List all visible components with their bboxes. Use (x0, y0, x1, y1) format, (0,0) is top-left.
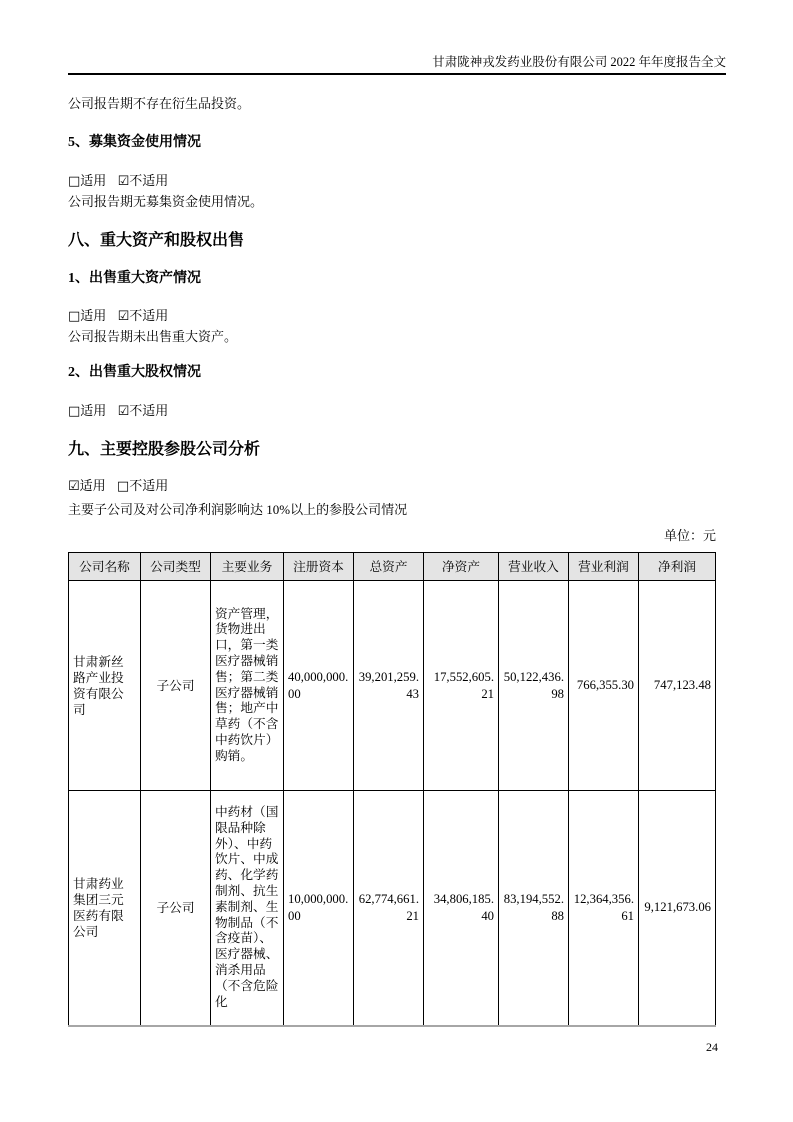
cell-net-assets: 34,806,185.40 (424, 791, 499, 1026)
table-row (69, 581, 716, 791)
col-header-registered-capital: 注册资本 (284, 553, 354, 581)
sec5-note: 公司报告期无募集资金使用情况。 (68, 194, 264, 209)
cell-revenue: 83,194,552.88 (499, 791, 569, 1026)
doc-header-title: 甘肃陇神戎发药业股份有限公司 2022 年年度报告全文 (432, 55, 726, 69)
col-header-operating-profit: 营业利润 (569, 553, 639, 581)
checkbox-label: 不适用 (129, 308, 169, 323)
cell-total-assets: 62,774,661.21 (354, 791, 424, 1026)
cell-main-business: 资产管理，货物进出口，第一类医疗器械销售；第二类医疗器械销售；地产中草药（不含中药饮片）购销。 (211, 581, 284, 791)
col-header-net-assets: 净资产 (424, 553, 499, 581)
cell-revenue: 50,122,436.98 (499, 581, 569, 791)
checkbox-label: 适用 (79, 478, 106, 493)
cell-company-name: 甘肃新丝路产业投资有限公司 (69, 581, 141, 791)
cell-operating-profit: 766,355.30 (569, 581, 639, 791)
cell-registered-capital: 10,000,000.00 (284, 791, 354, 1026)
col-header-total-assets: 总资产 (354, 553, 424, 581)
derivatives-note: 公司报告期不存在衍生品投资。 (68, 96, 251, 111)
sec8-1-note: 公司报告期未出售重大资产。 (68, 329, 238, 344)
checkbox-checked-icon: ☑ (117, 404, 130, 419)
col-header-main-business: 主要业务 (211, 553, 284, 581)
cell-registered-capital: 40,000,000.00 (284, 581, 354, 791)
checkbox-unchecked-icon: □ (68, 404, 81, 419)
checkbox-label: 适用 (80, 403, 107, 418)
checkbox-checked-icon: ☑ (117, 174, 130, 189)
section-8-heading: 八、重大资产和股权出售 (68, 232, 245, 249)
checkbox-checked-icon: ☑ (68, 479, 80, 494)
checkbox-label: 适用 (80, 308, 107, 323)
unit-label: 单位：元 (663, 528, 716, 543)
checkbox-unchecked-icon: □ (68, 174, 81, 189)
sec8-1-applicability (68, 307, 726, 325)
sec8-2-applicability (68, 402, 726, 420)
doc-header (68, 54, 726, 75)
cell-company-type: 子公司 (141, 581, 211, 791)
cell-net-profit: 747,123.48 (639, 581, 716, 791)
table-header-row (69, 553, 716, 581)
page-number: 24 (706, 1040, 718, 1054)
section-9-heading: 九、主要控股参股公司分析 (68, 441, 261, 458)
sec9-applicability (68, 477, 726, 495)
col-header-company-type: 公司类型 (141, 553, 211, 581)
cell-company-name: 甘肃药业集团三元医药有限公司 (69, 791, 141, 1026)
col-header-net-profit: 净利润 (639, 553, 716, 581)
cell-main-business: 中药材（国限品种除外）、中药饮片、中成药、化学药制剂、抗生素制剂、生物制品（不含疫苗）、医疗器械、消杀用品（不含危险化 (211, 791, 284, 1026)
checkbox-checked-icon: ☑ (117, 309, 130, 324)
cell-total-assets: 39,201,259.43 (354, 581, 424, 791)
section-8-1-heading: 1、出售重大资产情况 (68, 271, 201, 286)
subsidiaries-table (68, 552, 716, 1027)
checkbox-label: 不适用 (129, 478, 169, 493)
sec5-applicability (68, 172, 726, 190)
section-5-heading: 5、募集资金使用情况 (68, 135, 201, 150)
cell-company-type: 子公司 (141, 791, 211, 1026)
col-header-company-name: 公司名称 (69, 553, 141, 581)
cell-operating-profit: 12,364,356.61 (569, 791, 639, 1026)
table-row (69, 791, 716, 1026)
checkbox-unchecked-icon: □ (116, 479, 130, 494)
cell-net-assets: 17,552,605.21 (424, 581, 499, 791)
checkbox-label: 不适用 (129, 403, 169, 418)
sec9-intro: 主要子公司及对公司净利润影响达 10%以上的参股公司情况 (68, 502, 408, 517)
section-8-2-heading: 2、出售重大股权情况 (68, 365, 201, 380)
checkbox-unchecked-icon: □ (68, 309, 81, 324)
checkbox-label: 不适用 (129, 173, 169, 188)
cell-net-profit: 9,121,673.06 (639, 791, 716, 1026)
col-header-revenue: 营业收入 (499, 553, 569, 581)
checkbox-label: 适用 (80, 173, 107, 188)
